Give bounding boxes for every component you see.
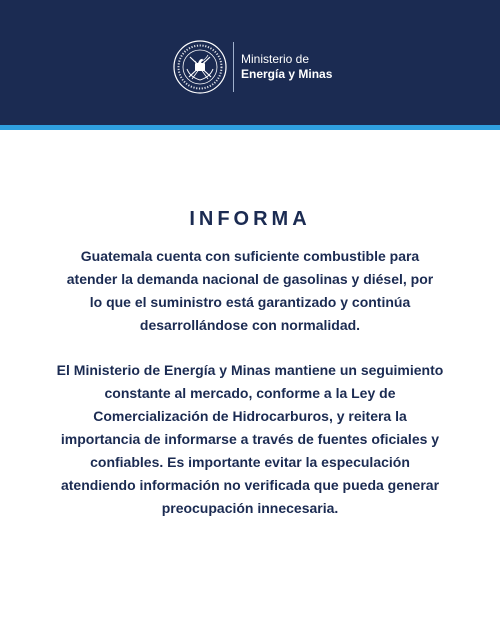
coat-of-arms-seal-icon <box>172 39 228 95</box>
header-banner <box>0 0 500 125</box>
ministry-logo <box>172 38 332 96</box>
ministry-name-line2: Energía y Minas <box>241 67 333 81</box>
paragraph-market-monitoring: El Ministerio de Energía y Minas mantiene un seguimiento constante al mercado, conforme a la Ley de Comercialización de Hidrocarburos, y reitera la importancia de informarse a través de fuentes oficiales y confiables. Es importante evitar la especulación atendiendo información no verificada que pueda generar preocupación innecesaria. <box>56 362 444 516</box>
ministry-name <box>241 52 332 82</box>
paragraph-fuel-supply: Guatemala cuenta con suficiente combustible para atender la demanda nacional de gasolinas y diésel, por lo que el suministro está garantizado y continúa desarrollándose con normalidad. <box>66 248 434 333</box>
announcement-body <box>0 130 500 520</box>
page-title: INFORMA <box>189 208 311 230</box>
logo-divider <box>233 42 234 92</box>
ministry-name-line1: Ministerio de <box>241 52 310 66</box>
